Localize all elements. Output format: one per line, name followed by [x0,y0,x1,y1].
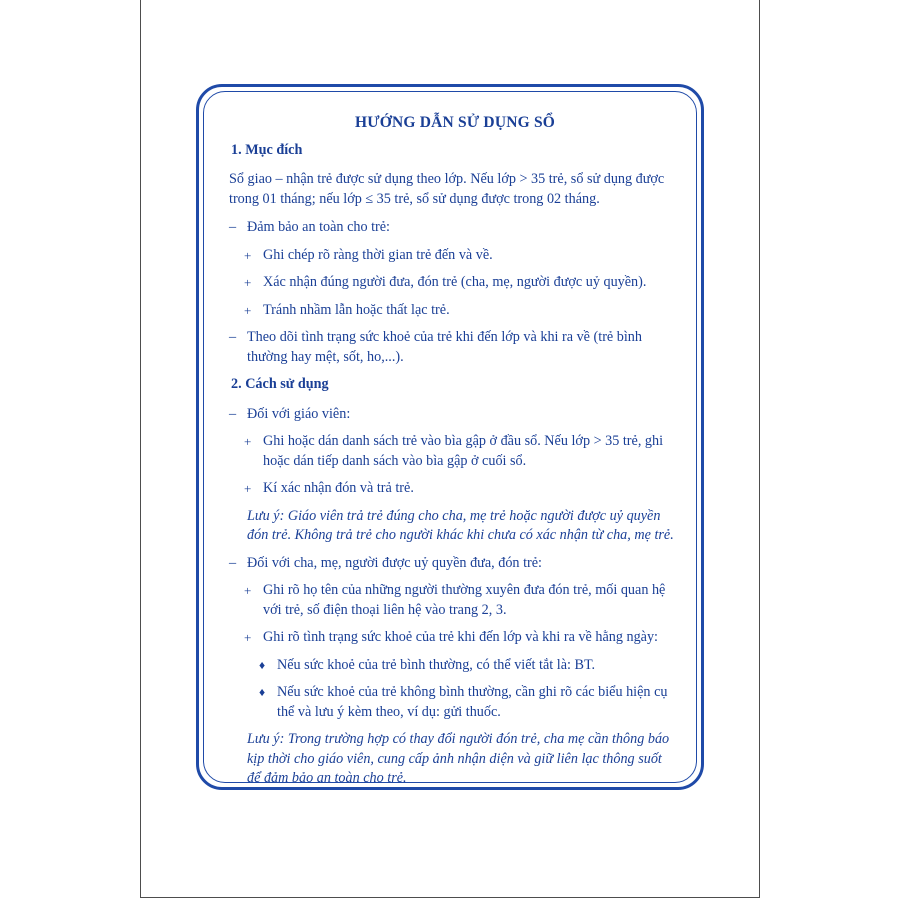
plus-item [229,301,675,321]
plus-item-text: Tránh nhầm lẫn hoặc thất lạc trẻ. [263,301,450,318]
dash-marker: – [229,329,237,345]
plus-item-text: Xác nhận đúng người đưa, đón trẻ (cha, mẹ, người được uỷ quyền). [263,274,647,290]
plus-item [229,246,675,266]
dash-item-text: Đảm bảo an toàn cho trẻ: [247,219,391,235]
diamond-bullet-icon: ♦ [259,657,266,672]
parent-note: Lưu ý: Trong trường hợp có thay đổi người đón trẻ, cha mẹ cần thông báo kịp thời cho giáo viên, cung cấp ảnh nhận diện và giữ liên lạc thông suốt để đảm bảo an toàn cho trẻ. [247,731,670,786]
plus-item [229,432,675,471]
plus-marker: + [244,583,252,598]
diamond-item [229,656,675,676]
plus-item [229,273,675,293]
plus-item [229,479,675,499]
teacher-note: Lưu ý: Giáo viên trả trẻ đúng cho cha, mẹ trẻ hoặc người được uỷ quyền đón trẻ. Không trả trẻ cho người khác khi chưa có xác nhận từ cha, mẹ trẻ. [247,507,674,543]
diamond-item [229,683,675,722]
instructions-content [229,113,675,797]
plus-item-text: Ghi chép rõ ràng thời gian trẻ đến và về. [263,246,493,263]
plus-item-text: Kí xác nhận đón và trả trẻ. [263,480,414,496]
dash-item-text: Đối với giáo viên: [247,405,351,422]
plus-marker: + [244,302,252,318]
section-heading-usage: 2. Cách sử dụng [231,376,329,392]
plus-marker: + [244,630,252,645]
purpose-paragraph: Sổ giao – nhận trẻ được sử dụng theo lớp. Nếu lớp > 35 trẻ, sổ sử dụng được trong 01 tháng; nếu lớp ≤ 35 trẻ, sổ sử dụng được trong 02 tháng. [229,171,665,207]
plus-item-text: Ghi rõ tình trạng sức khoẻ của trẻ khi đến lớp và khi ra về hằng ngày: [263,629,658,645]
dash-item-text: Đối với cha, mẹ, người được uỷ quyền đưa, đón trẻ: [247,554,542,571]
dash-marker: – [229,219,237,235]
dash-item [229,218,675,238]
plus-marker: + [244,481,252,496]
dash-item [229,405,675,425]
page-title: HƯỚNG DẪN SỬ DỤNG SỔ [354,114,556,131]
diamond-item-text: Nếu sức khoẻ của trẻ không bình thường, cần ghi rõ các biểu hiện cụ thể và lưu ý kèm theo, ví dụ: gửi thuốc. [277,684,668,720]
dash-item [229,328,675,367]
plus-item [229,581,675,620]
dash-item [229,554,675,574]
dash-item-text: Theo dõi tình trạng sức khoẻ của trẻ khi đến lớp và khi ra về (trẻ bình thường hay mệt, sốt, ho,...). [247,329,642,365]
diamond-bullet-icon: ♦ [259,685,266,699]
plus-item [229,628,675,648]
diamond-item-text: Nếu sức khoẻ của trẻ bình thường, có thể viết tắt là: BT. [277,656,596,673]
plus-marker: + [244,247,252,263]
plus-item-text: Ghi hoặc dán danh sách trẻ vào bìa gập ở đầu sổ. Nếu lớp > 35 trẻ, ghi hoặc dán tiếp danh sách vào bìa gập ở cuối sổ. [263,433,664,469]
section-heading-purpose: 1. Mục đích [231,141,303,158]
plus-marker: + [244,434,252,449]
plus-item-text: Ghi rõ họ tên của những người thường xuyên đưa đón trẻ, mối quan hệ với trẻ, số điện thoại liên hệ vào trang 2, 3. [263,582,666,618]
dash-marker: – [229,405,237,422]
dash-marker: – [229,554,237,571]
plus-marker: + [244,275,252,290]
